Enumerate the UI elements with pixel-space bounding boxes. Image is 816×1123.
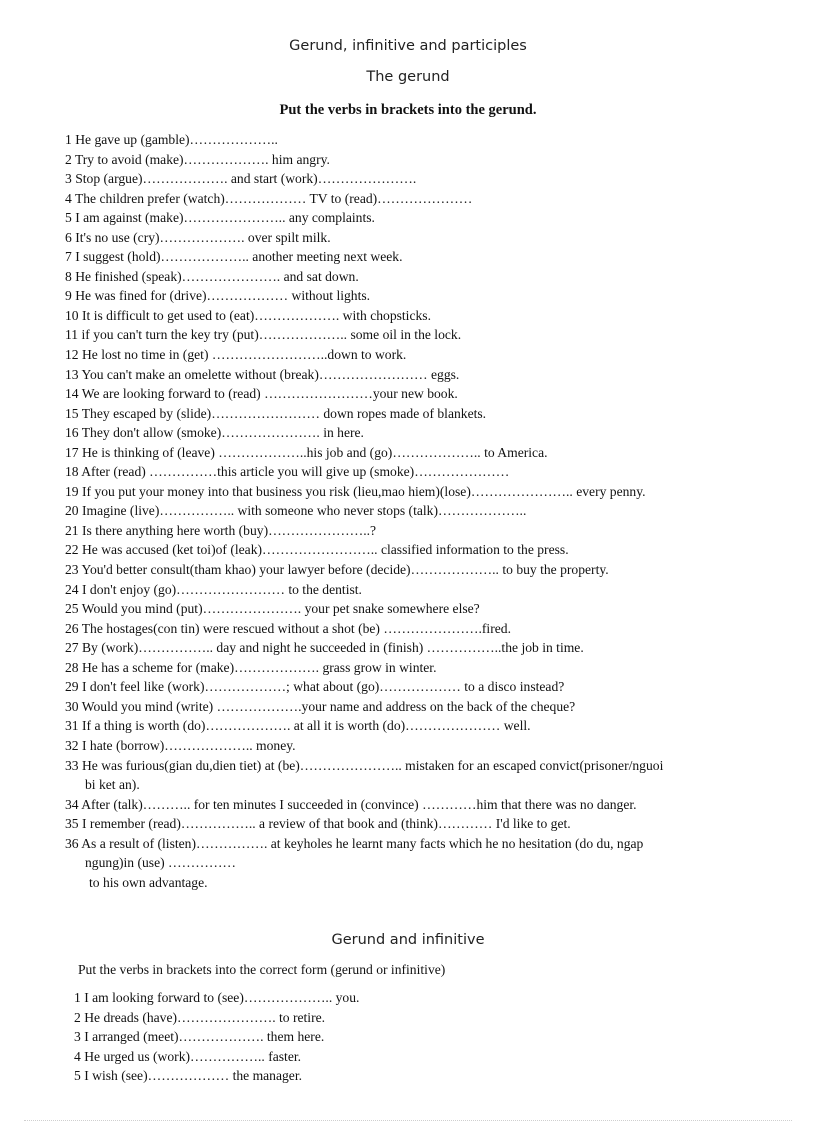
list-item: 30 Would you mind (write) ……………….your name and address on the back of the cheque?	[65, 698, 576, 714]
list-item: 31 If a thing is worth (do)………………. at all it is worth (do)………………… well.	[65, 718, 531, 734]
list-item: 16 They don't allow (smoke)…………………. in here.	[65, 425, 364, 441]
list-item: 4 The children prefer (watch)……………… TV to (read)…………………	[65, 190, 473, 206]
list-item: 14 We are looking forward to (read) ……………………your new book.	[65, 386, 458, 402]
list-item: 23 You'd better consult(tham khao) your lawyer before (decide)……………….. to buy the property.	[65, 562, 609, 578]
list-item: 6 It's no use (cry)………………. over spilt milk.	[65, 229, 331, 245]
list-item: 13 You can't make an omelette without (break)…………………… eggs.	[65, 366, 460, 382]
list-item: 10 It is difficult to get used to (eat)………………. with chopsticks.	[65, 307, 431, 323]
list-item: 20 Imagine (live)…………….. with someone who never stops (talk)………………..	[65, 503, 527, 519]
list-item: 34 After (talk)……….. for ten minutes I succeeded in (convince) …………him that there was no danger.	[65, 796, 637, 812]
gerund-infinitive-list	[74, 988, 774, 1086]
gerund-infinitive-instruction: Put the verbs in brackets into the correct form (gerund or infinitive)	[78, 962, 446, 977]
list-item: 4 He urged us (work)…………….. faster.	[74, 1048, 302, 1064]
list-item: 17 He is thinking of (leave) ………………..his job and (go)……………….. to America.	[65, 444, 548, 460]
list-item: 2 He dreads (have)…………………. to retire.	[74, 1009, 326, 1025]
list-item: 1 I am looking forward to (see)……………….. you.	[74, 990, 360, 1005]
gerund-instruction: Put the verbs in brackets into the gerund.	[279, 102, 537, 118]
gerund-exercise-list	[65, 130, 785, 892]
list-item: 7 I suggest (hold)……………….. another meeting next week.	[65, 249, 403, 265]
list-item: 18 After (read) ……………this article you will give up (smoke)…………………	[65, 464, 510, 480]
document-title: Gerund, infinitive and participles	[289, 38, 527, 54]
section-title-gerund-infinitive: Gerund and infinitive	[331, 932, 485, 948]
list-item: 1 He gave up (gamble)………………..	[65, 132, 278, 147]
list-item-continuation: bi ket an).	[85, 777, 140, 793]
list-item: 8 He finished (speak)…………………. and sat down.	[65, 268, 359, 284]
section-title-gerund: The gerund	[366, 69, 450, 85]
list-item: 35 I remember (read)…………….. a review of that book and (think)………… I'd like to get.	[65, 816, 571, 832]
list-item: 27 By (work)…………….. day and night he succeeded in (finish) ……………..the job in time.	[65, 640, 584, 656]
list-item: 15 They escaped by (slide)…………………… down ropes made of blankets.	[65, 405, 487, 421]
list-item: 5 I wish (see)……………… the manager.	[74, 1068, 303, 1084]
list-item: 21 Is there anything here worth (buy)…………………..?	[65, 522, 377, 538]
list-item: 36 As a result of (listen)……………. at keyholes he learnt many facts which he no hesitation (do du, ngap	[65, 835, 644, 851]
list-item: 3 I arranged (meet)………………. them here.	[74, 1029, 325, 1045]
list-item: 9 He was fined for (drive)……………… without lights.	[65, 288, 371, 304]
list-item: 3 Stop (argue)………………. and start (work)………………….	[65, 171, 417, 187]
list-item: 19 If you put your money into that business you risk (lieu,mao hiem)(lose)………………….. every penny.	[65, 483, 646, 499]
list-item: 5 I am against (make)………………….. any complaints.	[65, 210, 375, 226]
list-item: 28 He has a scheme for (make)………………. grass grow in winter.	[65, 659, 437, 675]
list-item-continuation: ngung)in (use) ……………	[85, 855, 237, 871]
list-item: 29 I don't feel like (work)………………; what about (go)……………… to a disco instead?	[65, 679, 565, 695]
list-item: 2 Try to avoid (make)………………. him angry.	[65, 151, 330, 167]
list-item: 22 He was accused (ket toi)of (leak)…………………….. classified information to the press.	[65, 542, 569, 558]
list-item: 33 He was furious(gian du,dien tiet) at (be)………………….. mistaken for an escaped convict(prisoner/nguoi	[65, 757, 664, 773]
list-item-continuation: to his own advantage.	[89, 874, 208, 890]
list-item: 12 He lost no time in (get) ……………………..down to work.	[65, 347, 407, 363]
list-item: 32 I hate (borrow)……………….. money.	[65, 737, 296, 753]
list-item: 11 if you can't turn the key try (put)……………….. some oil in the lock.	[65, 327, 462, 343]
list-item: 25 Would you mind (put)…………………. your pet snake somewhere else?	[65, 601, 480, 617]
page-bottom-divider	[24, 1120, 792, 1121]
list-item: 24 I don't enjoy (go)…………………… to the dentist.	[65, 581, 362, 597]
list-item: 26 The hostages(con tin) were rescued without a shot (be) ………………….fired.	[65, 620, 511, 636]
